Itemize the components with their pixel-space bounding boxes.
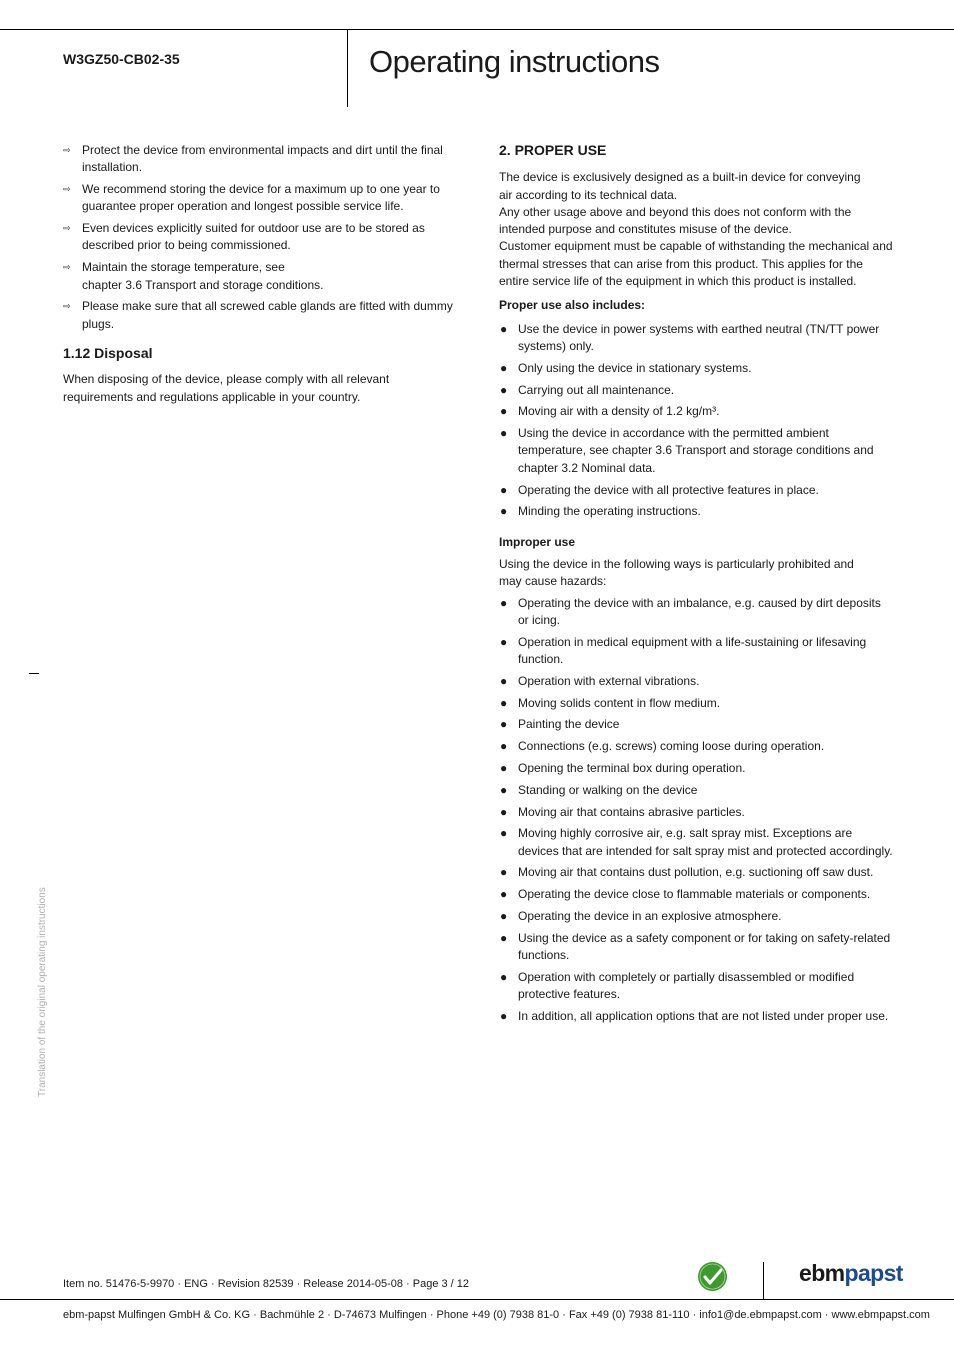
list-item: ● Moving air that contains abrasive particles. <box>499 804 894 821</box>
bullet-icon: ● <box>500 426 508 441</box>
list-item: ● Use the device in power systems with earthed neutral (TN/TT power systems) only. <box>500 321 880 353</box>
model-number: W3GZ50-CB02-35 <box>63 51 180 67</box>
list-item: ● Painting the device <box>499 716 894 733</box>
intro-paragraph: Any other usage above and beyond this does not conform with the intended purpose and constitutes misuse of the device. <box>499 204 852 237</box>
list-item: ● In addition, all application options that are not listed under proper use. <box>499 1008 894 1025</box>
bullet-icon: ● <box>500 504 508 519</box>
margin-fold-mark <box>29 673 39 674</box>
improper-use-heading: Improper use <box>499 534 576 549</box>
bullet-icon: ● <box>500 930 508 945</box>
list-item: ● Carrying out all maintenance. <box>499 382 894 399</box>
bullet-icon: ● <box>500 634 508 649</box>
list-item: ⇨ Maintain the storage temperature, see chapter 3.6 Transport and storage conditions. <box>63 260 324 292</box>
bullet-icon: ● <box>500 739 508 754</box>
improper-use-intro: Using the device in the following ways is particularly prohibited and may cause hazards: <box>499 556 854 589</box>
bullet-icon: ● <box>500 969 508 984</box>
company-address-line: ebm-papst Mulfingen GmbH & Co. KG · Bachmühle 2 · D-74673 Mulfingen · Phone +49 (0) 7938 81-0 · Fax +49 (0) 7938 81-110 · info1@de.ebmpapst.com · www.ebmpapst.com <box>63 1309 930 1321</box>
list-item: ● Minding the operating instructions. <box>499 503 894 520</box>
arrow-icon: ⇨ <box>63 223 71 234</box>
list-item: ● Opening the terminal box during operation. <box>499 760 894 777</box>
arrow-icon: ⇨ <box>63 301 71 312</box>
right-column <box>499 142 894 1030</box>
list-item: ● Moving highly corrosive air, e.g. salt spray mist. Exceptions are devices that are intended for salt spray mist and protected accordingly. <box>500 826 893 858</box>
bullet-icon: ● <box>500 717 508 732</box>
bullet-icon: ● <box>500 887 508 902</box>
bullet-icon: ● <box>500 760 508 775</box>
list-item: ● Using the device in accordance with the permitted ambient temperature, see chapter 3.6 Transport and storage conditions and chapter 3.2 Nominal data. <box>500 426 874 475</box>
bullet-icon: ● <box>500 404 508 419</box>
list-item: ● Operating the device with all protective features in place. <box>499 482 894 499</box>
vertical-side-text: Translation of the original operating instructions <box>37 887 48 1097</box>
left-column <box>63 142 453 406</box>
header-divider <box>347 29 348 107</box>
list-item: ● Standing or walking on the device <box>499 782 894 799</box>
list-item: ⇨ Protect the device from environmental impacts and dirt until the final installation. <box>63 143 443 175</box>
disposal-heading: 1.12 Disposal <box>63 344 153 361</box>
bullet-icon: ● <box>500 382 508 397</box>
bullet-icon: ● <box>500 673 508 688</box>
bullet-icon: ● <box>500 1008 508 1023</box>
list-item: ⇨ Please make sure that all screwed cable glands are fitted with dummy plugs. <box>63 299 453 331</box>
arrow-icon: ⇨ <box>63 145 71 155</box>
bullet-icon: ● <box>500 804 508 819</box>
item-number-line: Item no. 51476-5-9970 · ENG · Revision 82539 · Release 2014-05-08 · Page 3 / 12 <box>63 1278 470 1290</box>
proper-use-heading: 2. PROPER USE <box>499 142 607 158</box>
disposal-text: When disposing of the device, please comply with all relevant requirements and regulations applicable in your country. <box>63 372 390 404</box>
list-item: ● Operating the device close to flammable materials or components. <box>499 886 894 903</box>
list-item: ● Moving air that contains dust pollution, e.g. suctioning off saw dust. <box>499 864 894 881</box>
list-item: ● Operation with external vibrations. <box>499 673 894 690</box>
bullet-icon: ● <box>500 321 508 336</box>
list-item: ● Only using the device in stationary systems. <box>499 360 894 377</box>
bullet-icon: ● <box>500 908 508 923</box>
bullet-icon: ● <box>500 595 508 610</box>
proper-use-list <box>499 321 894 521</box>
proper-use-includes-heading: Proper use also includes: <box>499 298 646 313</box>
list-item: ● Moving air with a density of 1.2 kg/m³. <box>499 403 894 420</box>
list-item: ⇨ Even devices explicitly suited for outdoor use are to be stored as described prior to being commissioned. <box>63 221 425 253</box>
bullet-icon: ● <box>500 482 508 497</box>
storage-list <box>63 142 453 333</box>
bullet-icon: ● <box>500 782 508 797</box>
green-tech-badge-icon <box>697 1261 728 1292</box>
footer-rule <box>0 1299 954 1300</box>
list-item: ● Moving solids content in flow medium. <box>499 695 894 712</box>
list-item: ● Operation in medical equipment with a life-sustaining or lifesaving function. <box>500 634 867 666</box>
header-rule <box>0 29 954 30</box>
improper-use-list <box>499 595 894 1026</box>
list-item: ⇨ We recommend storing the device for a maximum up to one year to guarantee proper operation and longest possible service life. <box>63 182 440 214</box>
arrow-icon: ⇨ <box>63 184 71 195</box>
arrow-icon: ⇨ <box>63 262 71 273</box>
list-item: ● Operating the device with an imbalance, e.g. caused by dirt deposits or icing. <box>500 595 881 627</box>
document-title: Operating instructions <box>369 44 660 79</box>
list-item: ● Operating the device in an explosive atmosphere. <box>499 908 894 925</box>
intro-paragraph: The device is exclusively designed as a built-in device for conveying air according to its technical data. <box>499 170 861 202</box>
intro-paragraph: Customer equipment must be capable of withstanding the mechanical and thermal stresses that can arise from this product. This applies for the entire service life of the equipment in which this product is installed. <box>499 239 893 289</box>
logo-divider <box>763 1262 764 1300</box>
list-item: ● Operation with completely or partially disassembled or modified protective features. <box>500 969 855 1002</box>
ebmpapst-logo: ebmpapst <box>799 1260 903 1286</box>
bullet-icon: ● <box>500 826 508 841</box>
list-item: ● Using the device as a safety component or for taking on safety-related functions. <box>500 930 891 963</box>
bullet-icon: ● <box>500 865 508 880</box>
list-item: ● Connections (e.g. screws) coming loose during operation. <box>499 738 894 755</box>
bullet-icon: ● <box>500 695 508 710</box>
bullet-icon: ● <box>500 360 508 375</box>
